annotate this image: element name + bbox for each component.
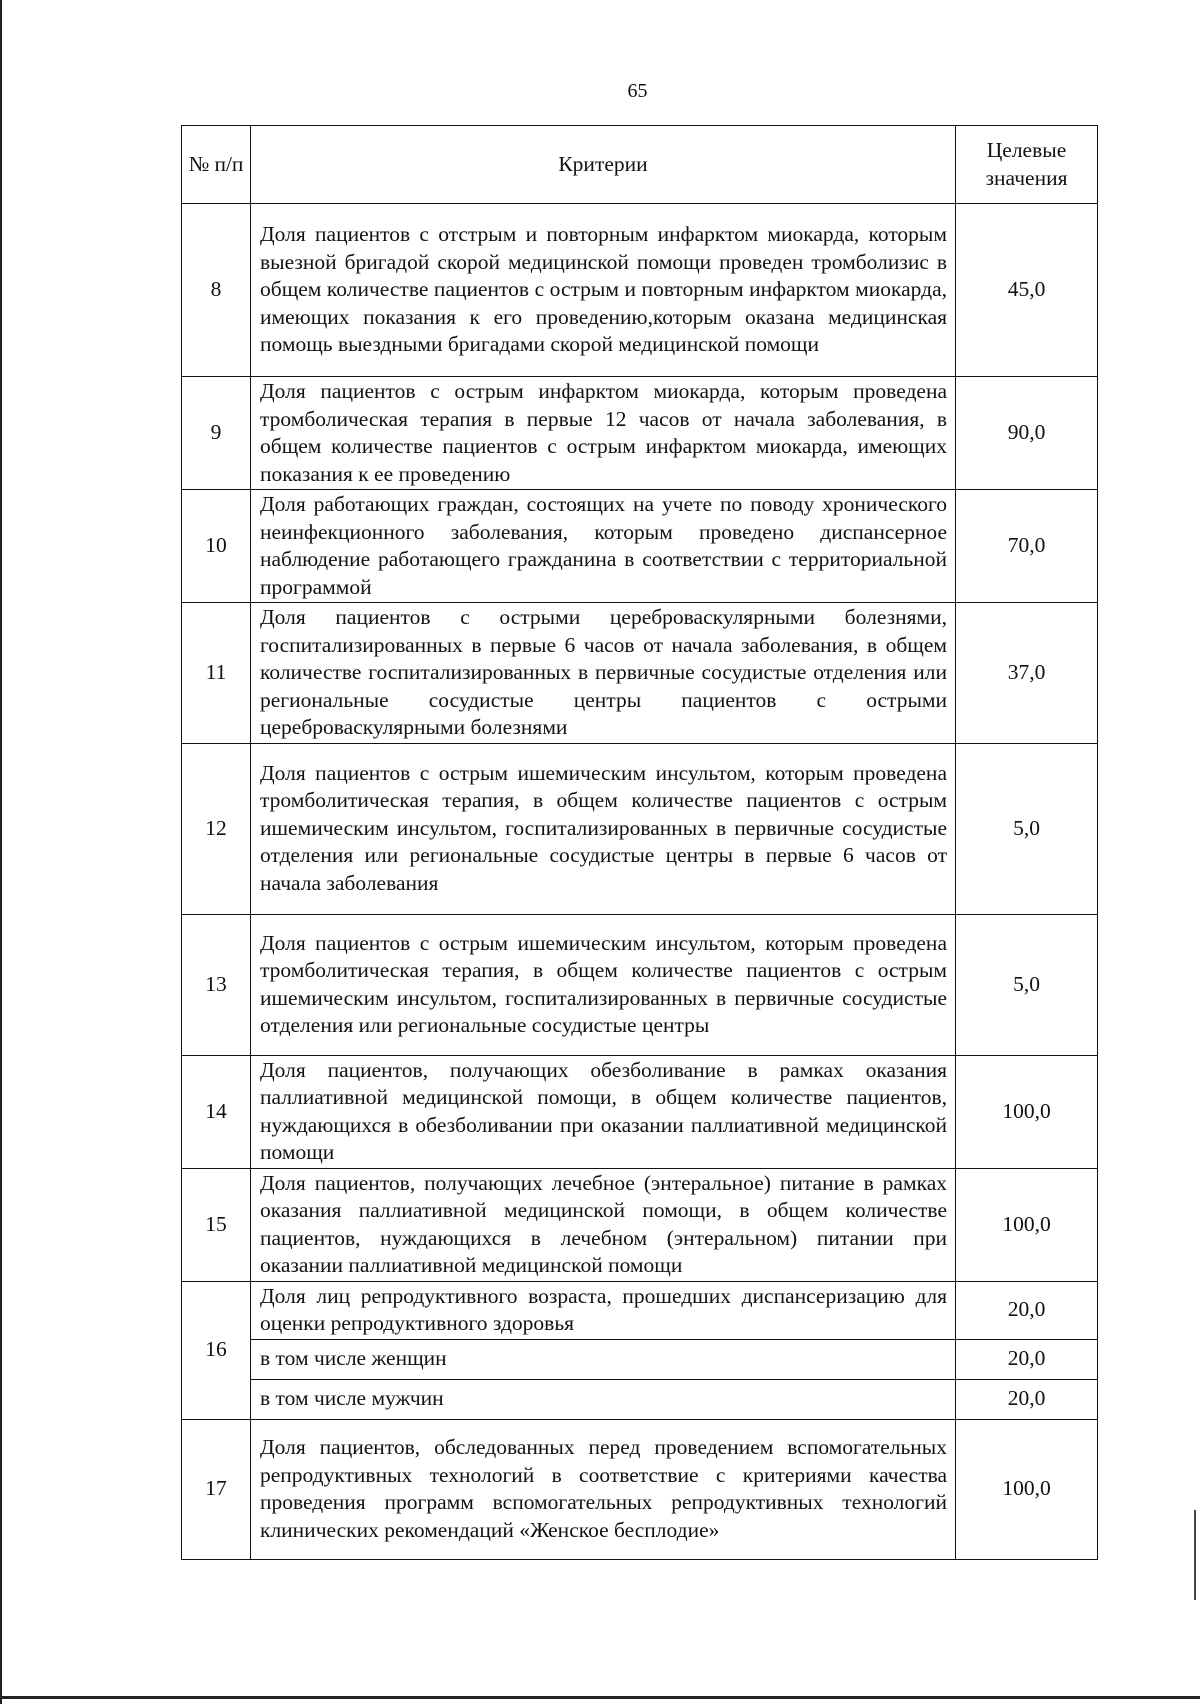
row-number: 11 (182, 603, 251, 744)
table-row (182, 743, 1098, 914)
row-criteria: Доля работающих граждан, состоящих на учете по поводу хронического неинфекционного заболевания, которым проведено диспансерное наблюдение работающего гражданина в соответствии с территориальной программой (251, 490, 956, 603)
row-criteria: Доля лиц репродуктивного возраста, прошедших диспансеризацию для оценки репродуктивного здоровья (251, 1281, 956, 1339)
row-target-value: 100,0 (956, 1055, 1098, 1168)
table-header-row (182, 126, 1098, 204)
table-row (182, 377, 1098, 490)
row-criteria: Доля пациентов с острыми цереброваскулярными болезнями, госпитализированных в первые 6 часов от начала заболевания, в общем количестве госпитализированных в первичные сосудистые отделения или региональные сосудистые центры пациентов с острыми цереброваскулярными болезнями (251, 603, 956, 744)
row-target-value: 90,0 (956, 377, 1098, 490)
header-num: № п/п (182, 126, 251, 204)
row-number: 13 (182, 914, 251, 1055)
row-criteria: Доля пациентов с острым ишемическим инсультом, которым проведена тромболитическая терапия, в общем количестве пациентов с острым ишемическим инсультом, госпитализированных в первичные сосудистые отделения или региональные сосудистые центры (251, 914, 956, 1055)
scan-edge-bottom (0, 1696, 1200, 1699)
row-criteria: Доля пациентов с отстрым и повторным инфарктом миокарда, которым выезной бригадой скорой медицинской помощи проведен тромболизис в общем количестве пациентов с острым и повторным инфарктом миокарда, имеющих показания к его проведению,которым оказана медицинская помощь выездными бригадами скорой медицинской помощи (251, 204, 956, 377)
table-row (182, 1055, 1098, 1168)
table-subrow (182, 1339, 1098, 1379)
row-target-value: 37,0 (956, 603, 1098, 744)
row-criteria: Доля пациентов, обследованных перед проведением вспомогательных репродуктивных технологий в соответствие с критериями качества проведения программ вспомогательных репродуктивных технологий клинических рекомендаций «Женское бесплодие» (251, 1419, 956, 1559)
table-row (182, 914, 1098, 1055)
scan-edge-right (1194, 1510, 1196, 1600)
table-row (182, 1281, 1098, 1339)
row-target-value: 20,0 (956, 1281, 1098, 1339)
row-target-value: 5,0 (956, 914, 1098, 1055)
subrow-target-value: 20,0 (956, 1339, 1098, 1379)
table-row (182, 490, 1098, 603)
table-row (182, 1419, 1098, 1559)
subrow-criteria: в том числе мужчин (251, 1379, 956, 1419)
criteria-table (181, 125, 1098, 1560)
row-criteria: Доля пациентов, получающих лечебное (энтеральное) питание в рамках оказания паллиативной медицинской помощи, в общем количестве пациентов, нуждающихся в лечебном (энтеральном) питании при оказании паллиативной медицинской помощи (251, 1168, 956, 1281)
row-criteria: Доля пациентов с острым ишемическим инсультом, которым проведена тромболитическая терапия, в общем количестве пациентов с острым ишемическим инсультом, госпитализированных в первичные сосудистые отделения или региональные сосудистые центры в первые 6 часов от начала заболевания (251, 743, 956, 914)
row-number: 9 (182, 377, 251, 490)
header-criteria: Критерии (251, 126, 956, 204)
row-criteria: Доля пациентов, получающих обезболивание в рамках оказания паллиативной медицинской помощи, в общем количестве пациентов, нуждающихся в обезболивании при оказании паллиативной медицинской помощи (251, 1055, 956, 1168)
table-subrow (182, 1379, 1098, 1419)
row-target-value: 100,0 (956, 1168, 1098, 1281)
row-number: 12 (182, 743, 251, 914)
row-target-value: 70,0 (956, 490, 1098, 603)
header-target: Целевые значения (956, 126, 1098, 204)
table-row (182, 1168, 1098, 1281)
row-target-value: 5,0 (956, 743, 1098, 914)
page-number: 65 (627, 80, 648, 102)
table-row (182, 603, 1098, 744)
row-number: 16 (182, 1281, 251, 1419)
row-target-value: 100,0 (956, 1419, 1098, 1559)
row-criteria: Доля пациентов с острым инфарктом миокарда, которым проведена тромболическая терапия в первые 12 часов от начала заболевания, в общем количестве пациентов с острым инфарктом миокарда, имеющих показания к ее проведению (251, 377, 956, 490)
subrow-target-value: 20,0 (956, 1379, 1098, 1419)
row-number: 10 (182, 490, 251, 603)
subrow-criteria: в том числе женщин (251, 1339, 956, 1379)
row-number: 15 (182, 1168, 251, 1281)
row-number: 17 (182, 1419, 251, 1559)
table-row (182, 204, 1098, 377)
row-target-value: 45,0 (956, 204, 1098, 377)
row-number: 8 (182, 204, 251, 377)
scan-edge-left (0, 0, 2, 1704)
row-number: 14 (182, 1055, 251, 1168)
